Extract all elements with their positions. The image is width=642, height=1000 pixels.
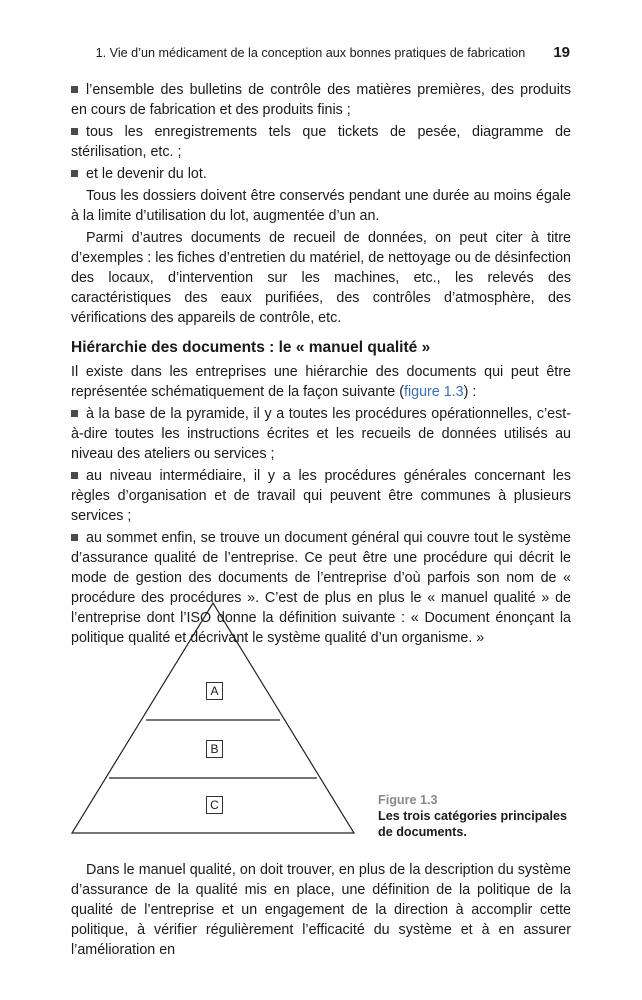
paragraph-text: Il existe dans les entreprises une hiérarchie des documents qui peut être représentée schématiquement de la façon suivante ( [71,364,571,400]
running-title: 1. Vie d’un médicament de la conception aux bonnes pratiques de fabrication [95,46,526,60]
bullet-item: au sommet enfin, se trouve un document général qui couvre tout le système d’assurance qualité de l’entreprise. Ce peut être une procédure qui décrit le mode de gestion des documents de l’entreprise d’où parfois son nom de « procédure des procédures ». C’est de plus en plus le « manuel qualité » de l’entreprise dont l’ISO donne la définition suivante : « Document énonçant la politique qualité et décrivant le système qualité d’un organisme. » [71,530,571,646]
paragraph: Parmi d’autres documents de recueil de données, on peut citer à titre d’exemples : les fiches d’entretien du matériel, de nettoyage ou de désinfection des locaux, d’intervention sur les machines, etc., les relevés des caractéristiques des eaux purifiées, des contrôles d’atmosphère, des vérifications des appareils de contrôle, etc. [71,230,571,326]
figure-number: Figure 1.3 [378,793,438,807]
paragraph: Dans le manuel qualité, on doit trouver, en plus de la description du système d’assurance de la qualité mis en place, une définition de la politique de la qualité de l’entreprise et un engagement de la direction à accomplir cette politique, à vérifier régulièrement l’efficacité du système et à en assurer l’amélioration en [71,862,571,958]
bullet-item: à la base de la pyramide, il y a toutes les procédures opérationnelles, c’est-à-dire toutes les instructions écrites et les recueils de données utilisés au niveau des ateliers ou services ; [71,406,571,462]
page-number: 19 [553,44,570,61]
bullet-item: et le devenir du lot. [71,164,571,184]
body-text [71,80,571,650]
figure-caption-text: Les trois catégories principales de documents. [378,809,567,839]
paragraph: Tous les dossiers doivent être conservés pendant une durée au moins égale à la limite d’utilisation du lot, augmentée d’un an. [71,188,571,224]
pyramid-label-b: B [206,740,223,758]
section-heading: Hiérarchie des documents : le « manuel qualité » [71,339,431,356]
bullet-item: l’ensemble des bulletins de contrôle des matières premières, des produits en cours de fabrication et des produits finis ; [71,82,571,118]
figure-reference-link[interactable]: figure 1.3 [404,384,464,400]
running-head [72,44,570,61]
pyramid-label-a: A [206,682,223,700]
paragraph-text: ) : [463,384,477,400]
pyramid-label-c: C [206,796,223,814]
bullet-item: au niveau intermédiaire, il y a les procédures générales concernant les règles d’organisation et de travail qui peuvent être communes à plusieurs services ; [71,468,571,524]
figure-caption [378,792,578,840]
paragraph [71,362,571,402]
bullet-item: tous les enregistrements tels que tickets de pesée, diagramme de stérilisation, etc. ; [71,124,571,160]
body-text-continued [71,860,571,960]
